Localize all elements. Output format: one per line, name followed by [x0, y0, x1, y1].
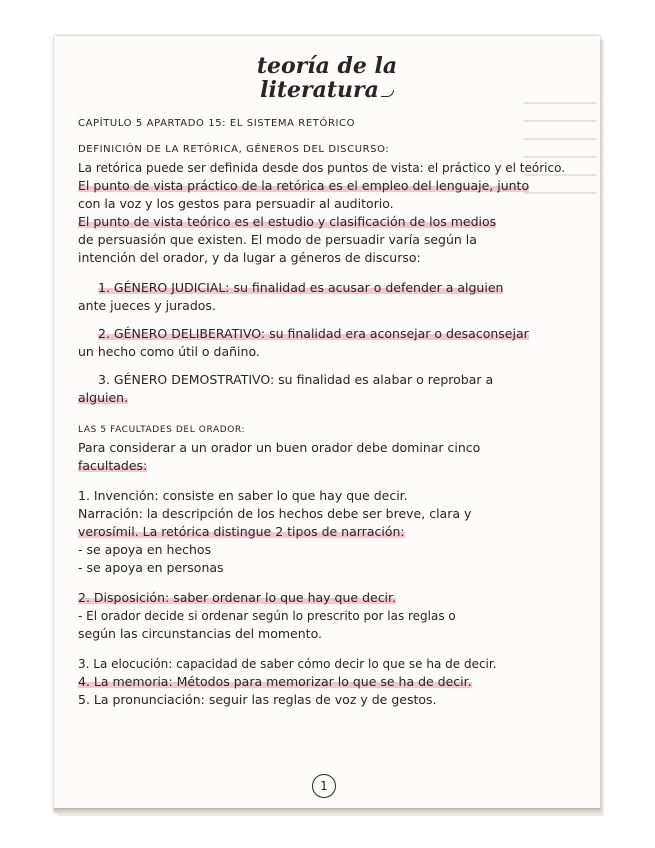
faculty-disposition: 2. Disposición: saber ordenar lo que hay que decir. — [78, 590, 396, 605]
genre-judicial: 1. GÉNERO JUDICIAL: su finalidad es acusar o defender a alguien — [98, 280, 504, 295]
paper-bottom-edge — [54, 808, 600, 814]
definition-heading: DEFINICIÓN DE LA RETÓRICA, GÉNEROS DEL DISCURSO: — [78, 144, 390, 155]
genre-deliberative-cont: un hecho como útil o dañino. — [78, 344, 260, 359]
definition-line-4: El punto de vista teórico es el estudio y clasificación de los medios — [78, 214, 497, 229]
faculties-heading: LAS 5 FACULTADES DEL ORADOR: — [78, 425, 246, 435]
faculty-elocution: 3. La elocución: capacidad de saber cómo decir lo que se ha de decir. — [78, 657, 497, 671]
definition-line-2: El punto de vista práctico de la retórica es el empleo del lenguaje, junto — [78, 178, 530, 193]
definition-line-3: con la voz y los gestos para persuadir al auditorio. — [78, 196, 394, 211]
faculty-narration-2: verosímil. La retórica distingue 2 tipos de narración: — [78, 524, 405, 539]
definition-line-1: La retórica puede ser definida desde dos puntos de vista: el práctico y el teórico. — [78, 161, 566, 175]
faculty-narration-bullet-1: - se apoya en hechos — [78, 542, 212, 557]
page-number: 1 — [312, 774, 336, 798]
notebook-page — [54, 36, 600, 812]
faculty-disposition-bullet-2: según las circunstancias del momento. — [78, 626, 322, 641]
bleed-through-text — [524, 86, 596, 196]
genre-judicial-cont: ante jueces y jurados. — [78, 298, 216, 313]
faculty-narration-1: Narración: la descripción de los hechos debe ser breve, clara y — [78, 506, 472, 521]
chapter-heading: CAPÍTULO 5 APARTADO 15: EL SISTEMA RETÓRICO — [78, 118, 356, 129]
genre-demonstrative: 3. GÉNERO DEMOSTRATIVO: su finalidad es alabar o reprobar a — [98, 372, 494, 387]
genre-deliberative: 2. GÉNERO DELIBERATIVO: su finalidad era aconsejar o desaconsejar — [98, 326, 529, 341]
definition-line-6: intención del orador, y da lugar a géneros de discurso: — [78, 250, 421, 265]
page-title-line-2: literatura — [54, 78, 600, 102]
faculty-disposition-bullet-1: - El orador decide si ordenar según lo prescrito por las reglas o — [78, 609, 456, 623]
genre-demonstrative-cont: alguien. — [78, 390, 129, 405]
faculty-narration-bullet-2: - se apoya en personas — [78, 560, 224, 575]
faculty-memory: 4. La memoria: Métodos para memorizar lo que se ha de decir. — [78, 674, 472, 689]
definition-line-5: de persuasión que existen. El modo de persuadir varía según la — [78, 232, 477, 247]
faculty-invention: 1. Invención: consiste en saber lo que hay que decir. — [78, 488, 408, 503]
faculty-pronunciation: 5. La pronunciación: seguir las reglas de voz y de gestos. — [78, 692, 437, 707]
page-title-line-1: teoría de la — [256, 53, 398, 79]
faculties-intro-1: Para considerar a un orador un buen orador debe dominar cinco — [78, 440, 481, 455]
faculties-intro-2: facultades: — [78, 458, 148, 473]
